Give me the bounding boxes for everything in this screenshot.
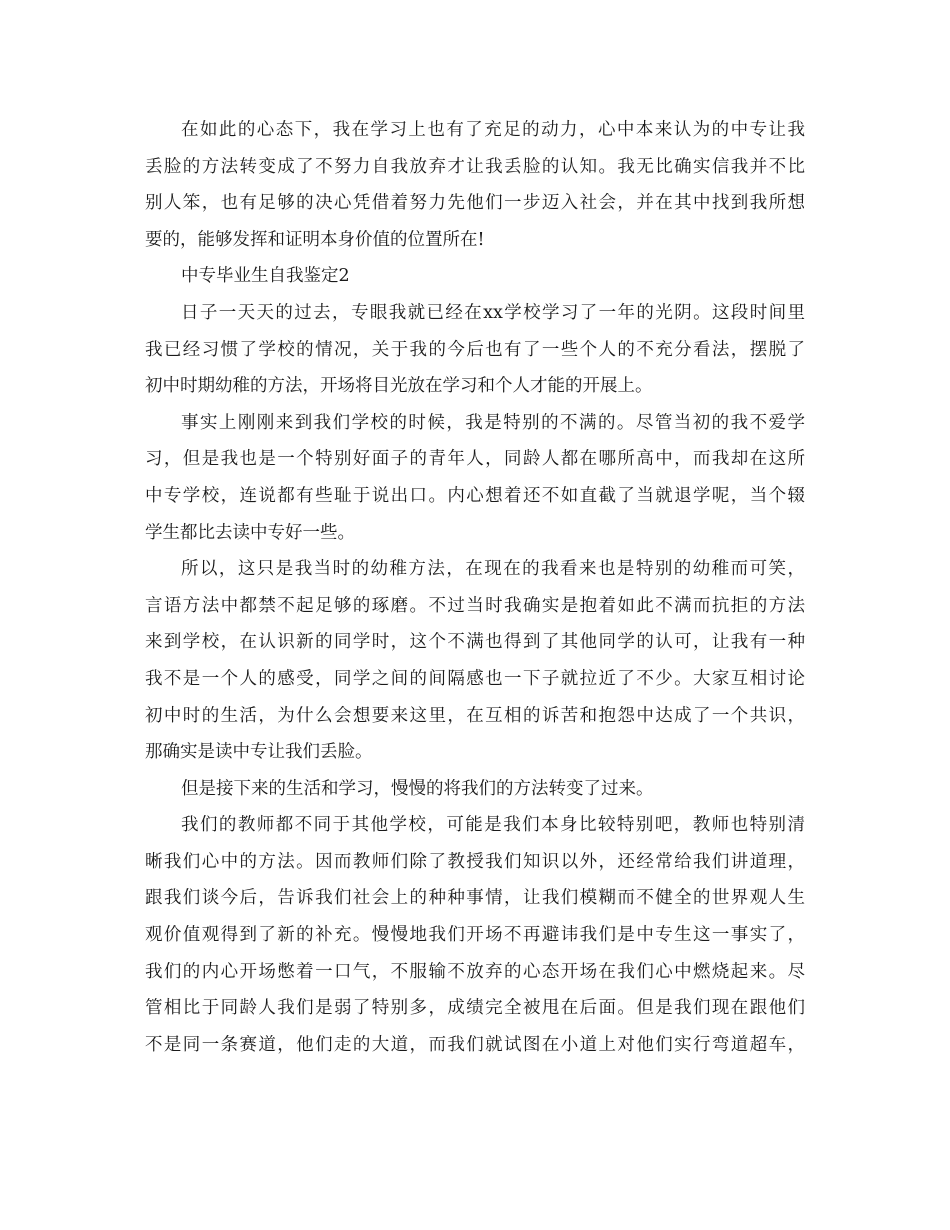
section-heading: 中专毕业生自我鉴定2: [181, 266, 350, 287]
text-line: 但是接下来的生活和学习，慢慢的将我们的方法转变了过来。: [181, 778, 654, 799]
text-line: 初中时期幼稚的方法，开场将目光放在学习和个人才能的开展上。: [145, 376, 653, 397]
text-line: 那确实是读中专让我们丢脸。: [145, 742, 373, 763]
text-line: 我已经习惯了学校的情况，关于我的今后也有了一些个人的不充分看法，摆脱了: [145, 339, 805, 360]
text-line: 初中时的生活，为什么会想要来这里，在互相的诉苦和抱怨中达成了一个共识，: [145, 705, 805, 726]
text-line: 在如此的心态下，我在学习上也有了充足的动力，心中本来认为的中专让我: [181, 120, 805, 140]
text-line: 来到学校，在认识新的同学时，这个不满也得到了其他同学的认可，让我有一种: [145, 632, 805, 653]
text-line: 丢脸的方法转变成了不努力自我放弃才让我丢脸的认知。我无比确实信我并不比: [145, 156, 805, 177]
text-line: 管相比于同龄人我们是弱了特别多，成绩完全被甩在后面。但是我们现在跟他们: [145, 998, 805, 1019]
text-line: 所以，这只是我当时的幼稚方法，在现在的我看来也是特别的幼稚而可笑，: [181, 559, 805, 580]
text-line: 我们的内心开场憋着一口气，不服输不放弃的心态开场在我们心中燃烧起来。尽: [145, 961, 805, 982]
text-line: 别人笨，也有足够的决心凭借着努力先他们一步迈入社会，并在其中找到我所想: [145, 193, 805, 214]
text-line: 晰我们心中的方法。因而教师们除了教授我们知识以外，还经常给我们讲道理，: [145, 851, 805, 872]
text-line: 观价值观得到了新的补充。慢慢地我们开场不再避讳我们是中专生这一事实了，: [145, 925, 805, 946]
text-line: 中专学校，连说都有些耻于说出口。内心想着还不如直截了当就退学呢，当个辍: [145, 485, 805, 506]
text-line: 言语方法中都禁不起足够的琢磨。不过当时我确实是抱着如此不满而抗拒的方法: [145, 595, 805, 616]
text-line: 不是同一条赛道，他们走的大道，而我们就试图在小道上对他们实行弯道超车，: [145, 1034, 805, 1055]
text-line: 我们的教师都不同于其他学校，可能是我们本身比较特别吧，教师也特别清: [181, 815, 805, 836]
text-line: 习，但是我也是一个特别好面子的青年人，同龄人都在哪所高中，而我却在这所: [145, 449, 805, 470]
text-line: 跟我们谈今后，告诉我们社会上的种种事情，让我们模糊而不健全的世界观人生: [145, 888, 805, 909]
text-line: 事实上刚刚来到我们学校的时候，我是特别的不满的。尽管当初的我不爱学: [181, 412, 805, 433]
text-line: 我不是一个人的感受，同学之间的间隔感也一下子就拉近了不少。大家互相讨论: [145, 668, 805, 689]
text-line: 学生都比去读中专好一些。: [145, 522, 355, 543]
text-line: 日子一天天的过去，专眼我就已经在xx学校学习了一年的光阴。这段时间里: [181, 302, 805, 323]
text-line: 要的，能够发挥和证明本身价值的位置所在!: [145, 229, 485, 250]
document-body: [145, 112, 805, 1063]
